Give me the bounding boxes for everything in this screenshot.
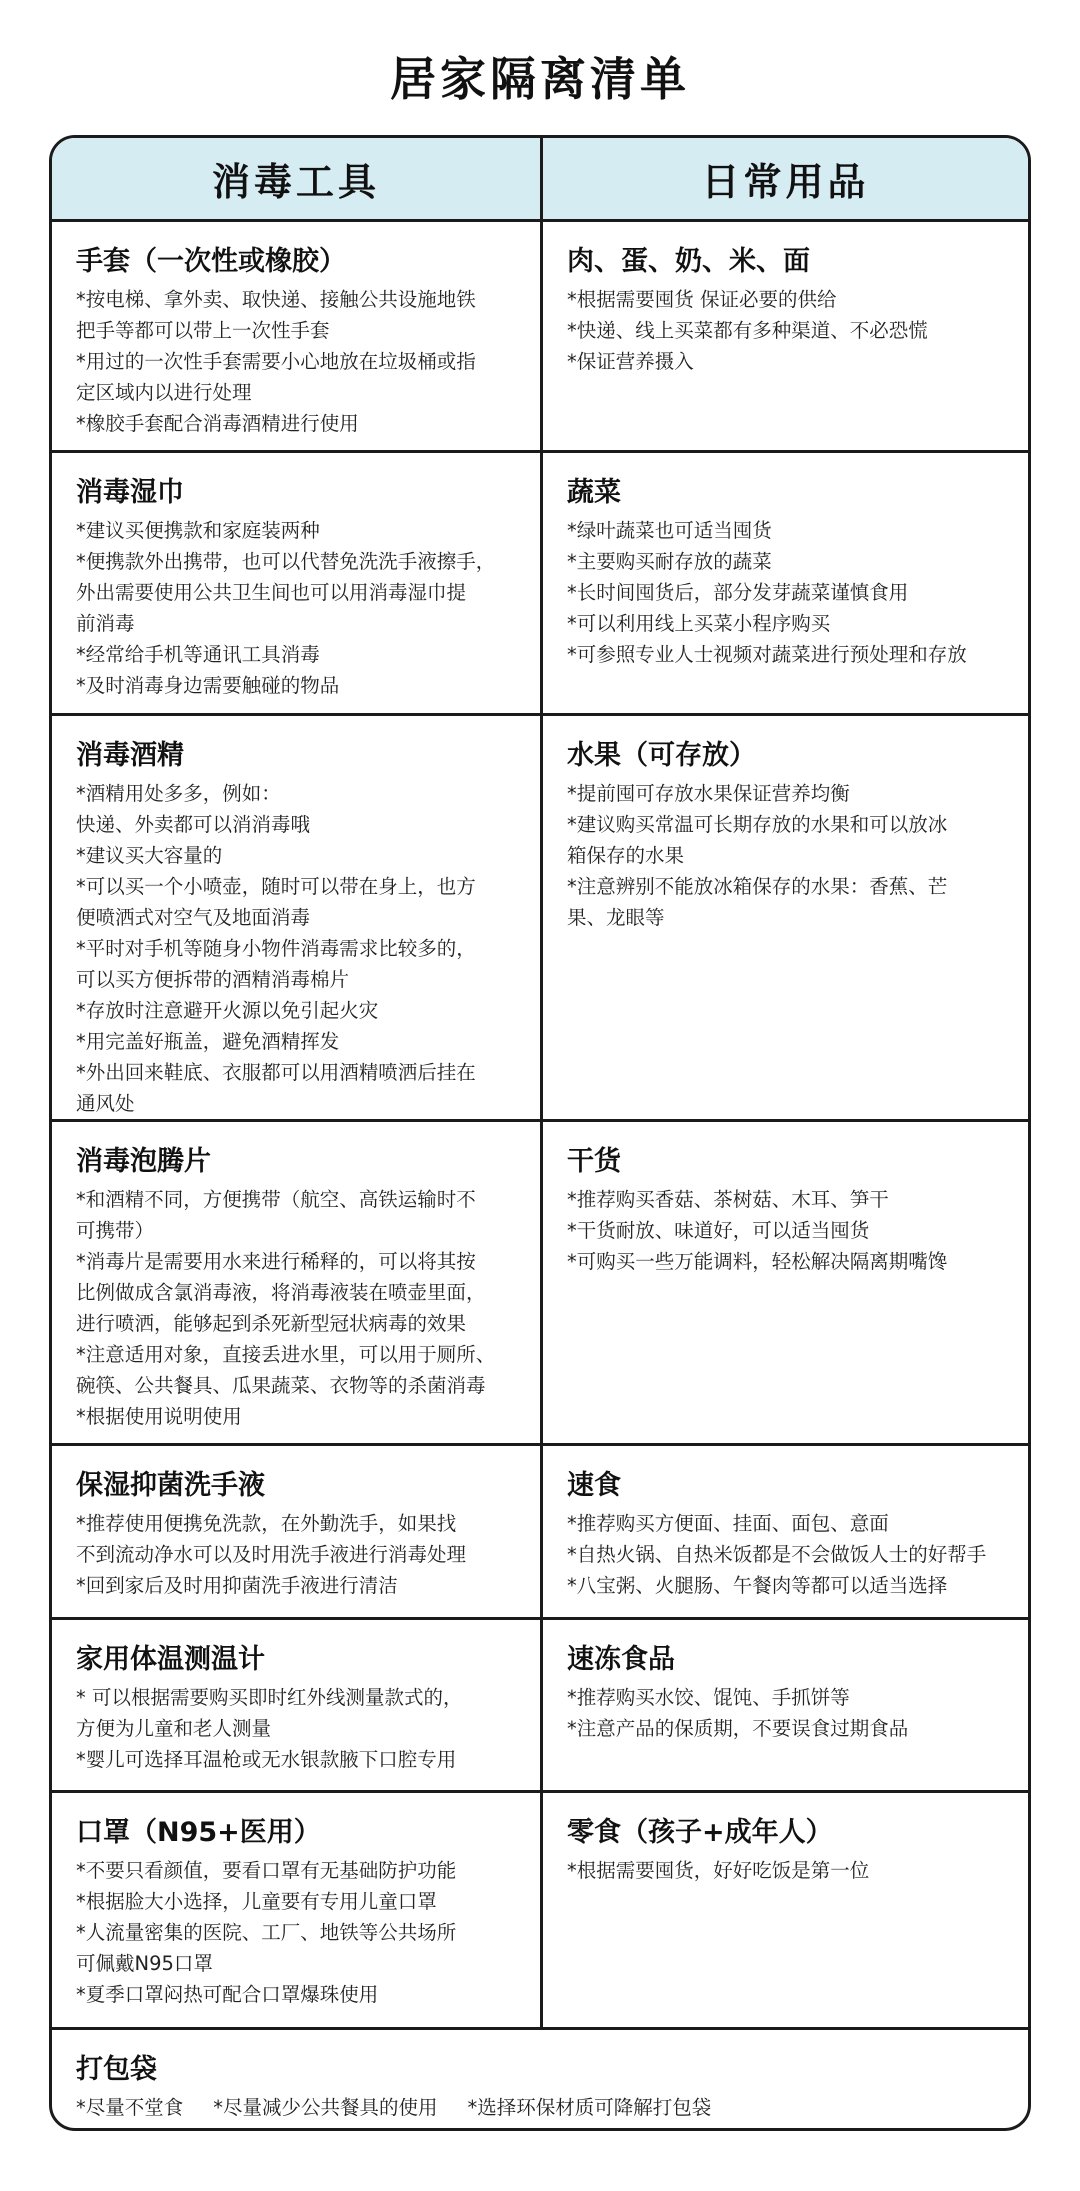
- item-title: 保湿抑菌洗手液: [76, 1470, 265, 1501]
- item-notes: [76, 515, 520, 701]
- item-title: 手套（一次性或橡胶）: [76, 246, 346, 277]
- item-note: *推荐使用便携免洗款，在外勤洗手，如果找: [76, 1512, 457, 1535]
- item-note: *平时对手机等随身小物件消毒需求比较多的，: [76, 937, 476, 960]
- item-title: 蔬菜: [567, 477, 621, 508]
- item-notes: [567, 1508, 1008, 1601]
- item-note: *回到家后及时用抑菌洗手液进行清洁: [76, 1574, 398, 1597]
- item-note: *橡胶手套配合消毒酒精进行使用: [76, 412, 359, 435]
- item-notes: [76, 1184, 520, 1432]
- item-notes: [567, 1682, 1008, 1744]
- item-note: *推荐购买水饺、馄饨、手抓饼等: [567, 1686, 850, 1709]
- item-note: *快递、线上买菜都有多种渠道、不必恐慌: [567, 319, 928, 342]
- item-title: 水果（可存放）: [567, 740, 756, 771]
- item-note: *注意辨别不能放冰箱保存的水果：香蕉、芒: [567, 875, 948, 898]
- item-title: 肉、蛋、奶、米、面: [567, 246, 810, 277]
- item-note: 把手等都可以带上一次性手套: [76, 319, 330, 342]
- item-notes: [76, 1682, 520, 1775]
- column-header-daily-supplies: 日常用品: [543, 138, 1028, 222]
- item-note: *外出回来鞋底、衣服都可以用酒精喷洒后挂在: [76, 1061, 476, 1084]
- item-note: *存放时注意避开火源以免引起火灾: [76, 999, 379, 1022]
- item-note: 快递、外卖都可以消消毒哦: [76, 813, 311, 836]
- item-note: *建议买便携款和家庭装两种: [76, 519, 320, 542]
- item-notes: [76, 284, 520, 439]
- item-note: *八宝粥、火腿肠、午餐肉等都可以适当选择: [567, 1574, 948, 1597]
- item-notes: [567, 1184, 1008, 1277]
- item-note: *建议买大容量的: [76, 844, 223, 867]
- item-note: *推荐购买方便面、挂面、面包、意面: [567, 1512, 889, 1535]
- item-title: 家用体温测温计: [76, 1644, 265, 1675]
- item-note: 比例做成含氯消毒液，将消毒液装在喷壶里面，: [76, 1281, 486, 1304]
- item-note: *可参照专业人士视频对蔬菜进行预处理和存放: [567, 643, 967, 666]
- item-note: *酒精用处多多，例如：: [76, 782, 281, 805]
- item-note: 便喷洒式对空气及地面消毒: [76, 906, 311, 929]
- item-note: *可以买一个小喷壶，随时可以带在身上，也方: [76, 875, 476, 898]
- item-note: *和酒精不同，方便携带（航空、高铁运输时不: [76, 1188, 476, 1211]
- item-note: *用完盖好瓶盖，避免酒精挥发: [76, 1030, 340, 1053]
- item-note: *经常给手机等通讯工具消毒: [76, 643, 320, 666]
- item-note: 通风处: [76, 1092, 135, 1115]
- item-title: 消毒湿巾: [76, 477, 184, 508]
- item-notes: [76, 1508, 520, 1601]
- item-note: 可佩戴N95口罩: [76, 1952, 213, 1975]
- item-vegetables: [543, 453, 1028, 716]
- item-note: 前消毒: [76, 612, 135, 635]
- item-note: *推荐购买香菇、茶树菇、木耳、笋干: [567, 1188, 889, 1211]
- item-instant-food: [543, 1446, 1028, 1620]
- item-note: *主要购买耐存放的蔬菜: [567, 550, 772, 573]
- item-snacks: [543, 1793, 1028, 2030]
- item-thermometer: [52, 1620, 543, 1793]
- item-note: *建议购买常温可长期存放的水果和可以放冰: [567, 813, 948, 836]
- item-notes: [567, 515, 1008, 670]
- item-note: 碗筷、公共餐具、瓜果蔬菜、衣物等的杀菌消毒: [76, 1374, 486, 1397]
- item-note: *尽量减少公共餐具的使用: [213, 2096, 438, 2119]
- item-note: *提前囤可存放水果保证营养均衡: [567, 782, 850, 805]
- item-note: 外出需要使用公共卫生间也可以用消毒湿巾提: [76, 581, 467, 604]
- item-note: *可购买一些万能调料，轻松解决隔离期嘴馋: [567, 1250, 948, 1273]
- item-title: 消毒酒精: [76, 740, 184, 771]
- item-gloves: [52, 222, 543, 453]
- item-note: *可以利用线上买菜小程序购买: [567, 612, 831, 635]
- item-title: 干货: [567, 1146, 621, 1177]
- item-note: *干货耐放、味道好，可以适当囤货: [567, 1219, 870, 1242]
- item-note: *注意产品的保质期，不要误食过期食品: [567, 1717, 909, 1740]
- item-disinfecting-alcohol: [52, 716, 543, 1122]
- item-note: *长时间囤货后，部分发芽蔬菜谨慎食用: [567, 581, 909, 604]
- column-header-disinfection-tools: 消毒工具: [52, 138, 543, 222]
- item-note: *根据脸大小选择，儿童要有专用儿童口罩: [76, 1890, 437, 1913]
- item-notes: [567, 284, 1008, 377]
- item-dried-goods: [543, 1122, 1028, 1446]
- item-note: *婴儿可选择耳温枪或无水银款腋下口腔专用: [76, 1748, 457, 1771]
- item-note: *根据需要囤货 保证必要的供给: [567, 288, 837, 311]
- item-note: *消毒片是需要用水来进行稀释的，可以将其按: [76, 1250, 476, 1273]
- item-title: 消毒泡腾片: [76, 1146, 211, 1177]
- item-note: *人流量密集的医院、工厂、地铁等公共场所: [76, 1921, 457, 1944]
- item-note: *自热火锅、自热米饭都是不会做饭人士的好帮手: [567, 1543, 987, 1566]
- item-frozen-food: [543, 1620, 1028, 1793]
- item-notes: [76, 778, 520, 1119]
- item-takeout-bags: [52, 2030, 1028, 2128]
- item-note: 进行喷洒，能够起到杀死新型冠状病毒的效果: [76, 1312, 467, 1335]
- item-note: 定区域内以进行处理: [76, 381, 252, 404]
- item-disinfecting-wipes: [52, 453, 543, 716]
- item-note: 果、龙眼等: [567, 906, 665, 929]
- item-note: *便携款外出携带，也可以代替免洗洗手液擦手，: [76, 550, 496, 573]
- item-note: *根据需要囤货，好好吃饭是第一位: [567, 1859, 870, 1882]
- item-note: *绿叶蔬菜也可适当囤货: [567, 519, 772, 542]
- item-effervescent-tablets: [52, 1122, 543, 1446]
- item-note: 方便为儿童和老人测量: [76, 1717, 272, 1740]
- item-note: *用过的一次性手套需要小心地放在垃圾桶或指: [76, 350, 476, 373]
- item-note: *尽量不堂食: [76, 2096, 184, 2119]
- item-title: 零食（孩子+成年人）: [567, 1817, 833, 1848]
- item-title: 速冻食品: [567, 1644, 675, 1675]
- item-title: 速食: [567, 1470, 621, 1501]
- item-note: *按电梯、拿外卖、取快递、接触公共设施地铁: [76, 288, 476, 311]
- item-title: 口罩（N95+医用）: [76, 1817, 321, 1848]
- item-note: *夏季口罩闷热可配合口罩爆珠使用: [76, 1983, 379, 2006]
- item-note: *不要只看颜值，要看口罩有无基础防护功能: [76, 1859, 457, 1882]
- item-note: 箱保存的水果: [567, 844, 685, 867]
- item-note: * 可以根据需要购买即时红外线测量款式的，: [76, 1686, 463, 1709]
- item-note: *根据使用说明使用: [76, 1405, 242, 1428]
- item-note: *选择环保材质可降解打包袋: [467, 2096, 712, 2119]
- item-note: 可以买方便拆带的酒精消毒棉片: [76, 968, 350, 991]
- item-note: 可携带）: [76, 1219, 155, 1242]
- item-notes: [567, 778, 1008, 933]
- item-note: *保证营养摄入: [567, 350, 694, 373]
- item-title: 打包袋: [76, 2054, 157, 2085]
- checklist-table: [49, 135, 1031, 2131]
- item-notes: [76, 1855, 520, 2010]
- item-note: 不到流动净水可以及时用洗手液进行消毒处理: [76, 1543, 467, 1566]
- item-notes: [76, 2092, 1008, 2123]
- item-note: *注意适用对象，直接丢进水里，可以用于厕所、: [76, 1343, 496, 1366]
- item-fruit: [543, 716, 1028, 1122]
- item-meat-eggs-milk-rice-noodles: [543, 222, 1028, 453]
- item-masks: [52, 1793, 543, 2030]
- item-note: *及时消毒身边需要触碰的物品: [76, 674, 340, 697]
- item-hand-sanitizer: [52, 1446, 543, 1620]
- page-title: 居家隔离清单: [390, 52, 690, 106]
- item-notes: [567, 1855, 1008, 1886]
